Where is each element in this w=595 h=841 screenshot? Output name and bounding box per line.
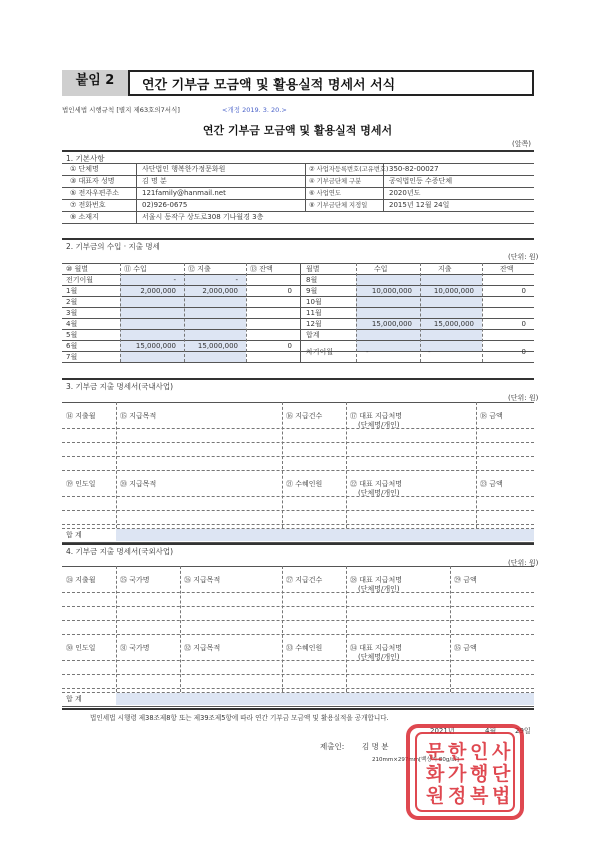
row-rule <box>62 592 534 593</box>
seal-character: 가 <box>448 763 467 785</box>
info-label: ⑧ 기부금단체 지정일 <box>309 202 368 209</box>
expense-header: ㉒ 대표 지급처명 <box>350 480 403 488</box>
regulation-revision: <개정 2019. 3. 20.> <box>222 106 287 114</box>
col-rule <box>282 402 283 528</box>
col-rule <box>300 263 301 362</box>
expense-cell: 15,000,000 <box>433 320 474 328</box>
month-cell: 10월 <box>306 298 322 306</box>
row-rule <box>62 510 534 511</box>
table-header: 잔액 <box>500 265 514 273</box>
expense-header: ㉖ 지급목적 <box>184 576 221 584</box>
row-rule <box>62 442 534 443</box>
col-rule <box>476 402 477 528</box>
expense-header: ⑮ 지급목적 <box>120 412 157 420</box>
carry-forward-label: 차기이월 <box>306 348 334 356</box>
col-rule <box>116 566 117 692</box>
footer-year: 2021년 <box>430 727 455 735</box>
expense-header: ㉙ 금액 <box>454 576 477 584</box>
row-rule <box>62 285 300 286</box>
expense-subheader: (단체명/개인) <box>358 421 400 429</box>
expense-header: ㉝ 수혜인원 <box>286 644 323 652</box>
month-cell: 3월 <box>66 309 78 317</box>
expense-header: ⑱ 금액 <box>480 412 503 420</box>
expense-header: ⑯ 지급건수 <box>286 412 323 420</box>
info-row-rule <box>62 223 534 224</box>
row-rule <box>300 318 534 319</box>
seal-character: 법 <box>492 785 511 807</box>
expense-cell: - <box>235 276 238 284</box>
expense-cell: 10,000,000 <box>433 287 474 295</box>
income-cell: - <box>173 276 176 284</box>
info-value: 공익법인등 수증단체 <box>389 177 453 185</box>
info-value: 김 명 분 <box>142 177 167 185</box>
row-rule <box>62 296 300 297</box>
footer-day: 29일 <box>515 727 531 735</box>
expense-header: ㉑ 수혜인원 <box>286 480 323 488</box>
expense-header: ㉕ 국가명 <box>120 576 150 584</box>
info-label: ① 단체명 <box>70 165 99 173</box>
info-value: 350-82-00027 <box>389 165 439 173</box>
row-rule <box>62 402 534 403</box>
seal-character: 한 <box>448 741 467 763</box>
paper-size-note: 210mm×297mm[백상지 80g/㎡] <box>372 757 459 763</box>
month-cell: 합계 <box>306 331 320 339</box>
carry-forward-income: - <box>366 348 369 356</box>
row-rule <box>62 456 534 457</box>
col-rule <box>282 566 283 692</box>
expense-header: ㉔ 지출월 <box>66 576 96 584</box>
seal-character: 단 <box>492 763 511 785</box>
front-page-label: (앞쪽) <box>512 140 531 148</box>
seal-character: 화 <box>426 763 445 785</box>
info-value: 2020년도 <box>389 189 421 197</box>
row-rule <box>62 318 300 319</box>
expense-header: ⑳ 지급목적 <box>120 480 157 488</box>
info-label: ⑦ 전화번호 <box>70 201 106 209</box>
col-rule <box>180 566 181 692</box>
expense-header: ㉜ 지급목적 <box>184 644 221 652</box>
address-label: ⑨ 소재지 <box>70 213 99 221</box>
section4-unit: (단위: 원) <box>508 559 539 567</box>
expense-cell: 2,000,000 <box>202 287 238 295</box>
table-header: ⑩ 월별 <box>66 265 89 273</box>
seal-character: 복 <box>470 785 489 807</box>
regulation-text: 법인세법 시행규칙 [별지 제63호의7서식] <box>62 106 180 114</box>
expense-cell: 15,000,000 <box>197 342 238 350</box>
row-rule <box>62 674 534 675</box>
row-rule <box>62 428 534 429</box>
info-row-rule <box>62 211 534 212</box>
total-label: 합 계 <box>66 531 82 539</box>
row-rule <box>62 307 300 308</box>
month-cell: 5월 <box>66 331 78 339</box>
row-rule <box>62 706 534 707</box>
seal-character: 사 <box>492 741 511 763</box>
col-rule <box>356 263 357 362</box>
income-cell: 2,000,000 <box>140 287 176 295</box>
row-rule <box>62 688 534 689</box>
info-label: ② 사업자등록번호(고유번호) <box>309 166 389 173</box>
expense-header: ㉛ 국가명 <box>120 644 150 652</box>
month-cell: 11월 <box>306 309 322 317</box>
balance-cell: 0 <box>521 287 526 295</box>
row-rule <box>62 362 300 363</box>
expense-header: ⑭ 지출월 <box>66 412 96 420</box>
col-rule <box>420 263 421 362</box>
month-cell: 2월 <box>66 298 78 306</box>
official-seal-icon <box>400 722 530 822</box>
submitter-name: 김 명 분 <box>362 742 389 751</box>
header-tag: 붙임 2 <box>62 70 130 96</box>
row-rule <box>300 296 534 297</box>
section4-title: 4. 기부금 지출 명세서(국외사업) <box>66 547 174 556</box>
month-cell: 6월 <box>66 342 78 350</box>
info-row-rule <box>62 187 534 188</box>
table-header: ⑪ 수입 <box>124 265 147 273</box>
footer-top-border <box>62 708 534 710</box>
month-cell: 1월 <box>66 287 78 295</box>
expense-header: ㉚ 인도일 <box>66 644 96 652</box>
info-value: 02)926-0675 <box>142 201 188 209</box>
expense-subheader: (단체명/개인) <box>358 489 400 497</box>
table-header: 수입 <box>374 265 388 273</box>
section1-title: 1. 기본사항 <box>66 154 105 163</box>
expense-header: ㉞ 대표 지급처명 <box>350 644 403 652</box>
info-row-rule <box>62 175 534 176</box>
table-header: ⑫ 지출 <box>188 265 211 273</box>
info-label: ⑥ 사업연도 <box>309 190 341 197</box>
row-rule <box>62 524 534 525</box>
section3-top-border <box>62 378 534 380</box>
seal-character: 문 <box>426 741 445 763</box>
submitter-label: 제출인: <box>320 742 345 751</box>
expense-header: ⑲ 인도일 <box>66 480 96 488</box>
address-value: 서울시 동작구 상도로308 기나월경 3층 <box>142 213 264 221</box>
section4-top-border <box>62 543 534 545</box>
table-header: 지출 <box>438 265 452 273</box>
section3-unit: (단위: 원) <box>508 394 539 402</box>
row-rule <box>62 566 534 567</box>
seal-character: 원 <box>426 785 445 807</box>
total-highlight <box>116 529 534 541</box>
expense-header: ⑰ 대표 지급처명 <box>350 412 403 420</box>
income-cell: 15,000,000 <box>135 342 176 350</box>
section2-title: 2. 기부금의 수입 · 지출 명세 <box>66 242 160 251</box>
col-rule <box>346 402 347 528</box>
table-header: ⑬ 잔액 <box>250 265 273 273</box>
info-col-rule <box>305 163 306 211</box>
balance-cell: 0 <box>287 287 292 295</box>
section1-top-border <box>62 150 534 152</box>
section2-unit: (단위: 원) <box>508 253 539 261</box>
balance-cell: 0 <box>287 342 292 350</box>
row-rule <box>300 263 534 264</box>
table-header: 월별 <box>306 265 320 273</box>
row-rule <box>62 470 534 471</box>
info-value: 121family@hanmail.net <box>142 189 226 197</box>
month-cell: 12월 <box>306 320 322 328</box>
row-rule <box>300 307 534 308</box>
row-rule <box>62 351 300 352</box>
info-label: ③ 대표자 성명 <box>70 177 115 185</box>
section2-top-border <box>62 238 534 240</box>
income-cell: 15,000,000 <box>371 320 412 328</box>
row-rule <box>300 285 534 286</box>
row-rule <box>300 329 534 330</box>
expense-subheader: (단체명/개인) <box>358 653 400 661</box>
info-row-rule <box>62 163 534 164</box>
row-rule <box>62 660 534 661</box>
carry-forward-balance: 0 <box>521 348 526 356</box>
balance-cell: 0 <box>521 320 526 328</box>
footer-month: 4월 <box>485 727 497 735</box>
section3-title: 3. 기부금 지출 명세서(국내사업) <box>66 382 174 391</box>
row-rule <box>300 274 534 275</box>
col-rule <box>116 402 117 528</box>
expense-subheader: (단체명/개인) <box>358 585 400 593</box>
info-col-rule <box>136 163 137 223</box>
header-title: 연간 기부금 모금액 및 활용실적 명세서 서식 <box>142 78 396 93</box>
month-cell: 4월 <box>66 320 78 328</box>
month-cell: 7월 <box>66 353 78 361</box>
row-rule <box>62 634 534 635</box>
row-rule <box>62 620 534 621</box>
seal-character: 정 <box>448 785 467 807</box>
row-rule <box>62 496 534 497</box>
row-rule <box>62 263 300 264</box>
total-highlight <box>116 693 534 705</box>
month-cell: 9월 <box>306 287 318 295</box>
document-title: 연간 기부금 모금액 및 활용실적 명세서 <box>202 124 393 137</box>
info-row-rule <box>62 199 534 200</box>
month-cell: 8월 <box>306 276 318 284</box>
footer-statement: 법인세법 시행령 제38조제8항 또는 제39조제5항에 따라 연간 기부금 모금액 및 활용실적을 공개합니다. <box>90 714 389 722</box>
month-cell: 전기이월 <box>66 276 94 284</box>
income-cell: 10,000,000 <box>371 287 412 295</box>
col-rule <box>450 566 451 692</box>
row-rule <box>62 329 300 330</box>
expense-header: ㉗ 지급건수 <box>286 576 323 584</box>
expense-header: ㉘ 대표 지급처명 <box>350 576 403 584</box>
row-rule <box>300 340 534 341</box>
total-label: 합 계 <box>66 695 82 703</box>
info-label: ④ 기부금단체 구분 <box>309 178 362 185</box>
info-value: 2015년 12월 24일 <box>389 201 450 209</box>
row-rule <box>300 362 534 363</box>
carry-forward-expense: - <box>428 348 431 356</box>
row-rule <box>62 606 534 607</box>
info-value: 사단법인 행복한가정문화원 <box>142 165 226 173</box>
expense-header: ㉓ 금액 <box>480 480 503 488</box>
expense-header: ㉟ 금액 <box>454 644 477 652</box>
seal-character: 인 <box>470 741 489 763</box>
row-rule <box>62 340 300 341</box>
info-label: ⑤ 전자우편주소 <box>70 189 120 197</box>
col-rule <box>346 566 347 692</box>
row-rule <box>62 274 300 275</box>
seal-character: 행 <box>470 763 489 785</box>
